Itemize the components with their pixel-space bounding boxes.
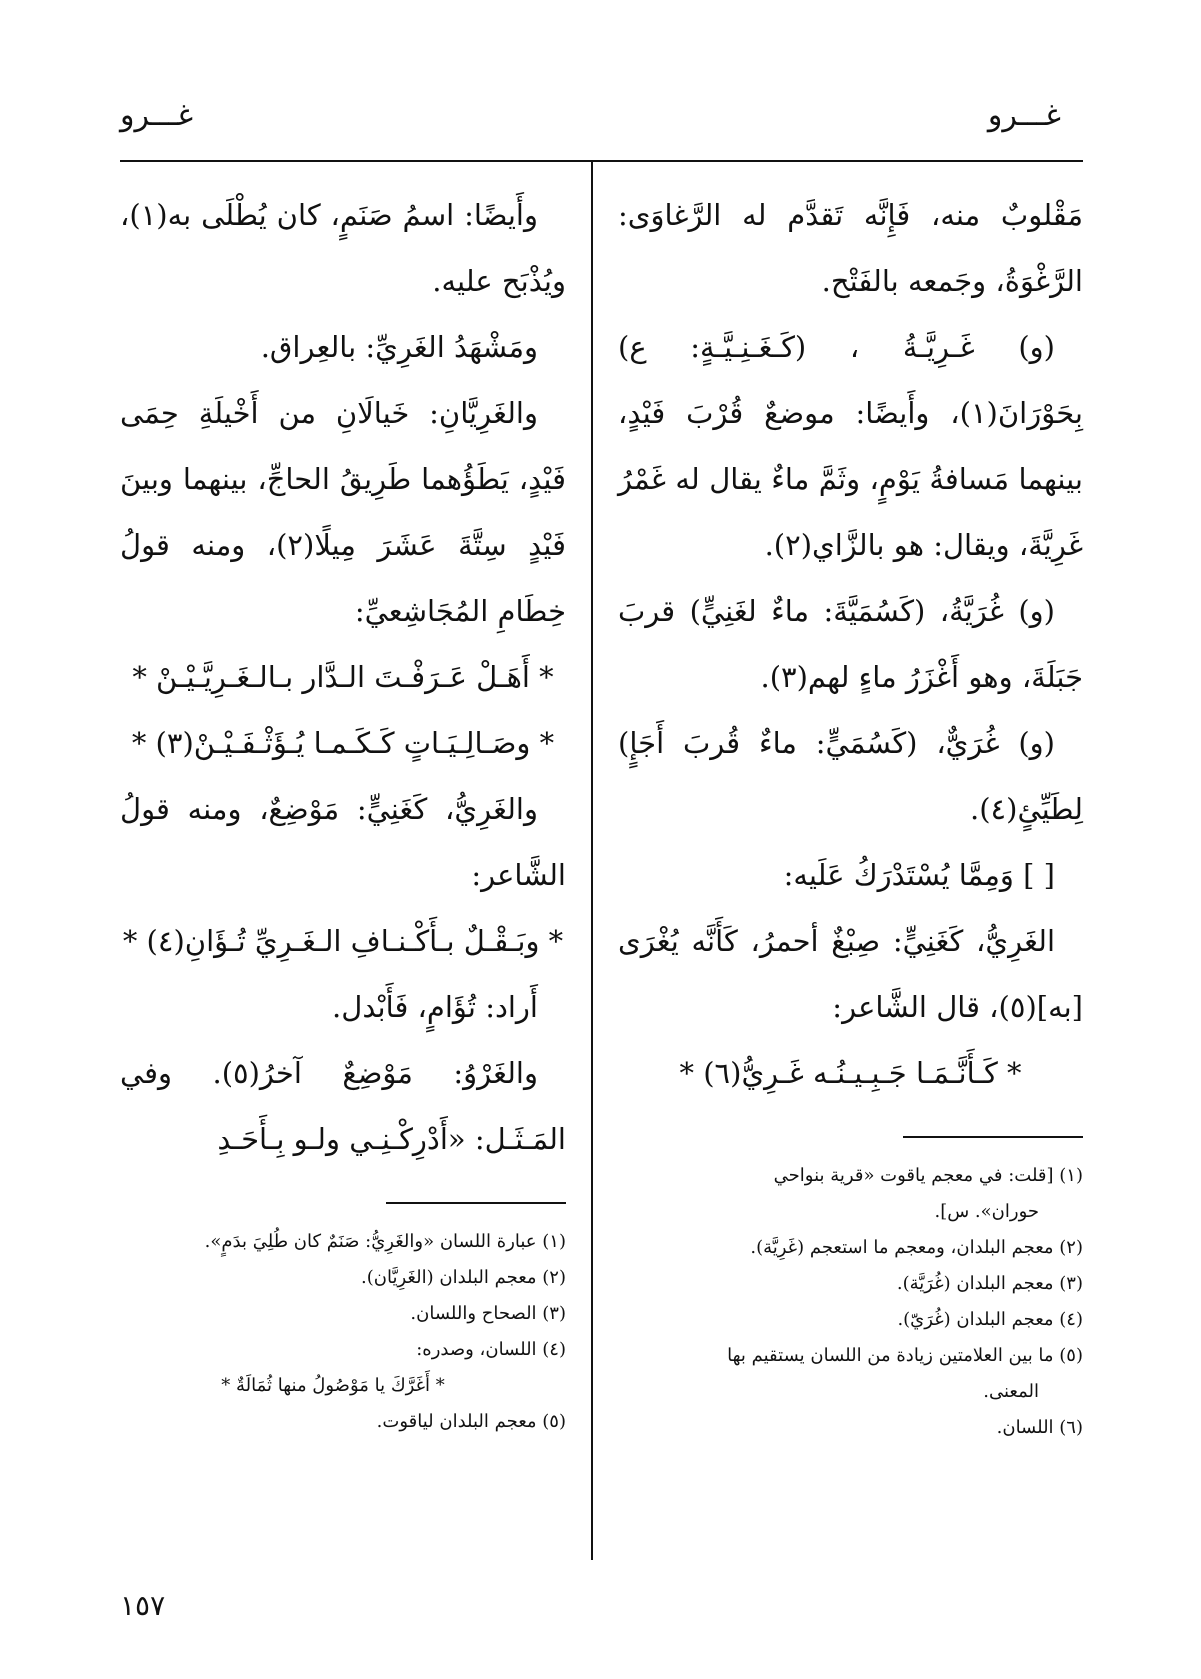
running-header-left: غـــرو: [120, 98, 194, 133]
paragraph: [ ] وَمِمَّا يُسْتَدْرَكُ عَلَيه:: [783, 858, 1055, 892]
page-number: ١٥٧: [120, 1589, 166, 1622]
right-column: [618, 182, 1083, 1446]
footnote: (٦) اللسان.: [996, 1417, 1083, 1438]
column-divider: [591, 160, 593, 1560]
left-column: [120, 182, 566, 1440]
footnote-verse: * أَغَرَّكَ يا مَوْصُولُ منها ثُمَالَةٌ *: [221, 1375, 445, 1396]
running-header-right: غـــرو: [987, 98, 1061, 133]
footnote: (١) [قلت: في معجم ياقوت «قرية بنواحي: [773, 1165, 1083, 1186]
paragraph: والغَرِيَّانِ: خَيالَانِ من أَخْيلَةِ حِمَى فَيْدٍ، يَطَؤُهما طَرِيقُ الحاجِّ، بينهما وبينَ فَيْدٍ سِتَّةَ عَشَرَ مِيلًا(٢)، ومنه قولُ خِطَامِ المُجَاشِعيِّ:: [120, 396, 566, 628]
footnote: (٣) الصحاح واللسان.: [410, 1303, 566, 1324]
footnote: (٥) معجم البلدان لياقوت.: [376, 1411, 566, 1432]
right-column-text: [618, 182, 1083, 1106]
verse-line: * أَهَـلْ عَـرَفْـتَ الـدَّار بـالـغَـرِيَّـيْـنْ *: [132, 660, 554, 694]
paragraph: والغَرِيُّ، كَغَنِيٍّ: مَوْضِعٌ، ومنه قولُ الشَّاعر:: [120, 792, 566, 892]
right-footnotes: [618, 1158, 1083, 1446]
footnote: المعنى.: [983, 1381, 1039, 1402]
footnote: (١) عبارة اللسان «والغَرِيُّ: صَنَمٌ كان طُلِيَ بدَمٍ».: [204, 1231, 566, 1252]
left-column-text: [120, 182, 566, 1172]
paragraph: (و) غُرَيٌّ، (كَسُمَيٍّ: ماءٌ قُربَ أَجَإٍ) لِطَيِّئٍ(٤).: [618, 726, 1083, 826]
paragraph: (و) غَـرِيَّـةُ ، (كَـغَـنِـيَّـةٍ: ع) بِحَوْرَانَ(١)، وأَيضًا: موضعٌ قُرْبَ فَيْدٍ، بينهما مَسافةُ يَوْمٍ، وثَمَّ ماءٌ يقال له غَمْرُ غَرِيَّةَ، ويقال: هو بالزَّاي(٢).: [618, 330, 1083, 562]
footnote: (٥) ما بين العلامتين زيادة من اللسان يستقيم بها: [727, 1345, 1083, 1366]
paragraph: ومَشْهَدُ الغَرِيِّ: بالعِراق.: [260, 330, 538, 364]
footnote: (٢) معجم البلدان (الغَرِيَّان).: [361, 1267, 566, 1288]
paragraph: (و) غُرَيَّةُ، (كَسُمَيَّةَ: ماءٌ لغَنِيٍّ) قربَ جَبَلَةَ، وهو أَغْزَرُ ماءٍ لهم(٣).: [618, 594, 1083, 694]
footnote: حوران». س].: [934, 1201, 1039, 1222]
paragraph: وأَيضًا: اسمُ صَنَمٍ، كان يُطْلَى به(١)، ويُذْبَح عليه.: [120, 198, 566, 298]
footnote: (٤) معجم البلدان (غُرَيّ).: [897, 1309, 1083, 1330]
paragraph: أَراد: تُؤَامٍ، فَأَبْدل.: [332, 990, 538, 1024]
left-footnotes: [120, 1224, 566, 1440]
footnote-rule: [903, 1136, 1083, 1138]
paragraph: مَقْلوبٌ منه، فَإِنَّه تَقدَّم له الرَّغاوَى: الرَّغْوَةُ، وجَمعه بالفَتْح.: [618, 198, 1083, 298]
paragraph: الغَرِيُّ، كَغَنِيٍّ: صِبْغٌ أحمرُ، كَأَنَّه يُغْرَى [به](٥)، قال الشَّاعر:: [618, 924, 1083, 1024]
footnote-rule: [386, 1202, 566, 1204]
footnote: (٢) معجم البلدان، ومعجم ما استعجم (غَرِيَّة).: [750, 1237, 1083, 1258]
paragraph: والغَرْوُ: مَوْضِعٌ آخرُ(٥). وفي المَـثَـل: «أَدْرِكْـنِـي ولـو بِـأَحَـدِ: [120, 1056, 566, 1156]
footnote: (٣) معجم البلدان (غُرَيَّة).: [896, 1273, 1083, 1294]
header-rule: [120, 160, 1083, 162]
verse-line: * كَـأَنَّـمَـا جَـبِـيـنُـه غَـرِيُّ(٦) *: [679, 1056, 1022, 1090]
verse-line: * وصَـالِـيَـاتٍ كَـكَـمـا يُـؤَثْـفَـيْـنْ(٣) *: [131, 726, 555, 760]
verse-line: * وبَـقْـلٌ بـأَكْـنـافِ الـغَـرِيِّ تُـؤَانِ(٤) *: [122, 924, 564, 958]
footnote: (٤) اللسان، وصدره:: [416, 1339, 566, 1360]
